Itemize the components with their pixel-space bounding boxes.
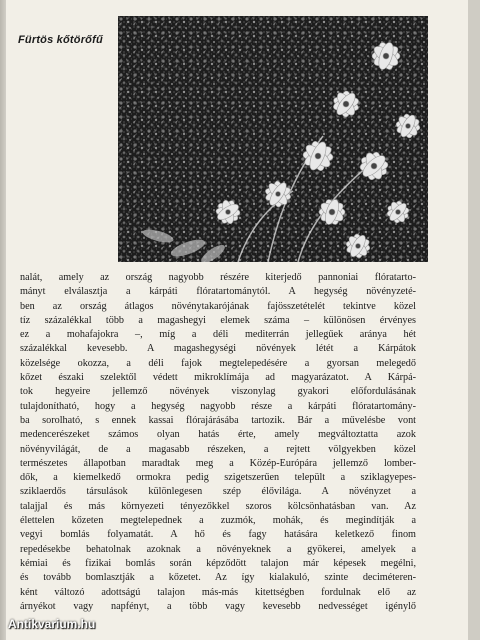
text-line: dők, a kiemelkedő ormokra pedig szigetszerűen települt a sziklagyepes- xyxy=(20,472,416,484)
text-line: medencerészeket számos olyan hatás érte, amely megváltoztatta azok xyxy=(20,429,416,441)
text-line: ez a mohafajokra –, míg a déli mediterrán jellegűek aránya hét xyxy=(20,329,416,341)
photo-caption: Fürtös kőtörőfű xyxy=(18,34,103,46)
text-line: tok hegyeire jellemző növények viszonylag gyakori előfordulásának xyxy=(20,386,416,398)
text-line: sziklaerdős társulások különlegesen szép élővilága. A növényzet a xyxy=(20,486,416,498)
text-line: árnyékot vagy napfényt, a több vagy kevesebb nedvességet igénylő xyxy=(20,600,416,612)
text-line: százalékkal kevesebb. A magashegységi növények létét a Kárpátok xyxy=(20,343,416,355)
text-line: repedésekbe behatolnak azoknak a növényeknek a gyökerei, amelyek a xyxy=(20,543,416,555)
text-line: ba sorolható, s ennek kassai flórajárásába tartozik. Bár a művelésbe vont xyxy=(20,414,416,426)
text-line: talajjal és más környezeti tényezőkkel szoros kölcsönhatásban van. Az xyxy=(20,500,416,512)
text-line: kémiai és fizikai bomlás során képződött talajon már képesek megélni, xyxy=(20,557,416,569)
text-line: tulajdonítható, hogy a hegység nagyobb része a kárpáti flóratartomány- xyxy=(20,400,416,412)
flower-photo xyxy=(118,16,428,262)
flower-photo-graphic xyxy=(118,16,428,262)
text-line: tíz százalékkal több a magashegyi elemek száma – különösen érvényes xyxy=(20,314,416,326)
text-line: és tovább bomlasztják a kőzetet. Az így kialakuló, szinte deciméteren- xyxy=(20,572,416,584)
text-line: élettelen kőzeten megtelepednek a zuzmók, mohák, és megindítják a xyxy=(20,515,416,527)
watermark-text: Antikvarium.hu xyxy=(8,617,96,631)
text-line: ként változó adottságú talajon más-más kitettségben fordulnak elő az xyxy=(20,586,416,598)
text-line: mányt elválasztja a kárpáti flóratartománytól. A hegység növényzeté- xyxy=(20,286,416,298)
text-line: vegyi bomlás folyamatát. A hő és fagy hatására keletkező finom xyxy=(20,529,416,541)
text-line: kőzet északi szelektől védett mikroklímája ad magyarázatot. A Kárpá- xyxy=(20,372,416,384)
text-line: természetes állapotban maradtak meg a Közép-Európára jellemző lomber- xyxy=(20,457,416,469)
text-line: növényvilágát, de a magasabb részeken, a rejtett völgyekben közel xyxy=(20,443,416,455)
body-text xyxy=(20,271,416,614)
text-line: ben az ország átlagos növénytakarójának fajösszetételét tekintve közel xyxy=(20,300,416,312)
scan-edge-right xyxy=(468,0,480,640)
text-line: közelsége okozza, a déli fajok megtelepedésére a gyorsan melegedő xyxy=(20,357,416,369)
text-line: nalát, amely az ország nagyobb részére kiterjedő pannoniai flóratarto- xyxy=(20,272,416,283)
